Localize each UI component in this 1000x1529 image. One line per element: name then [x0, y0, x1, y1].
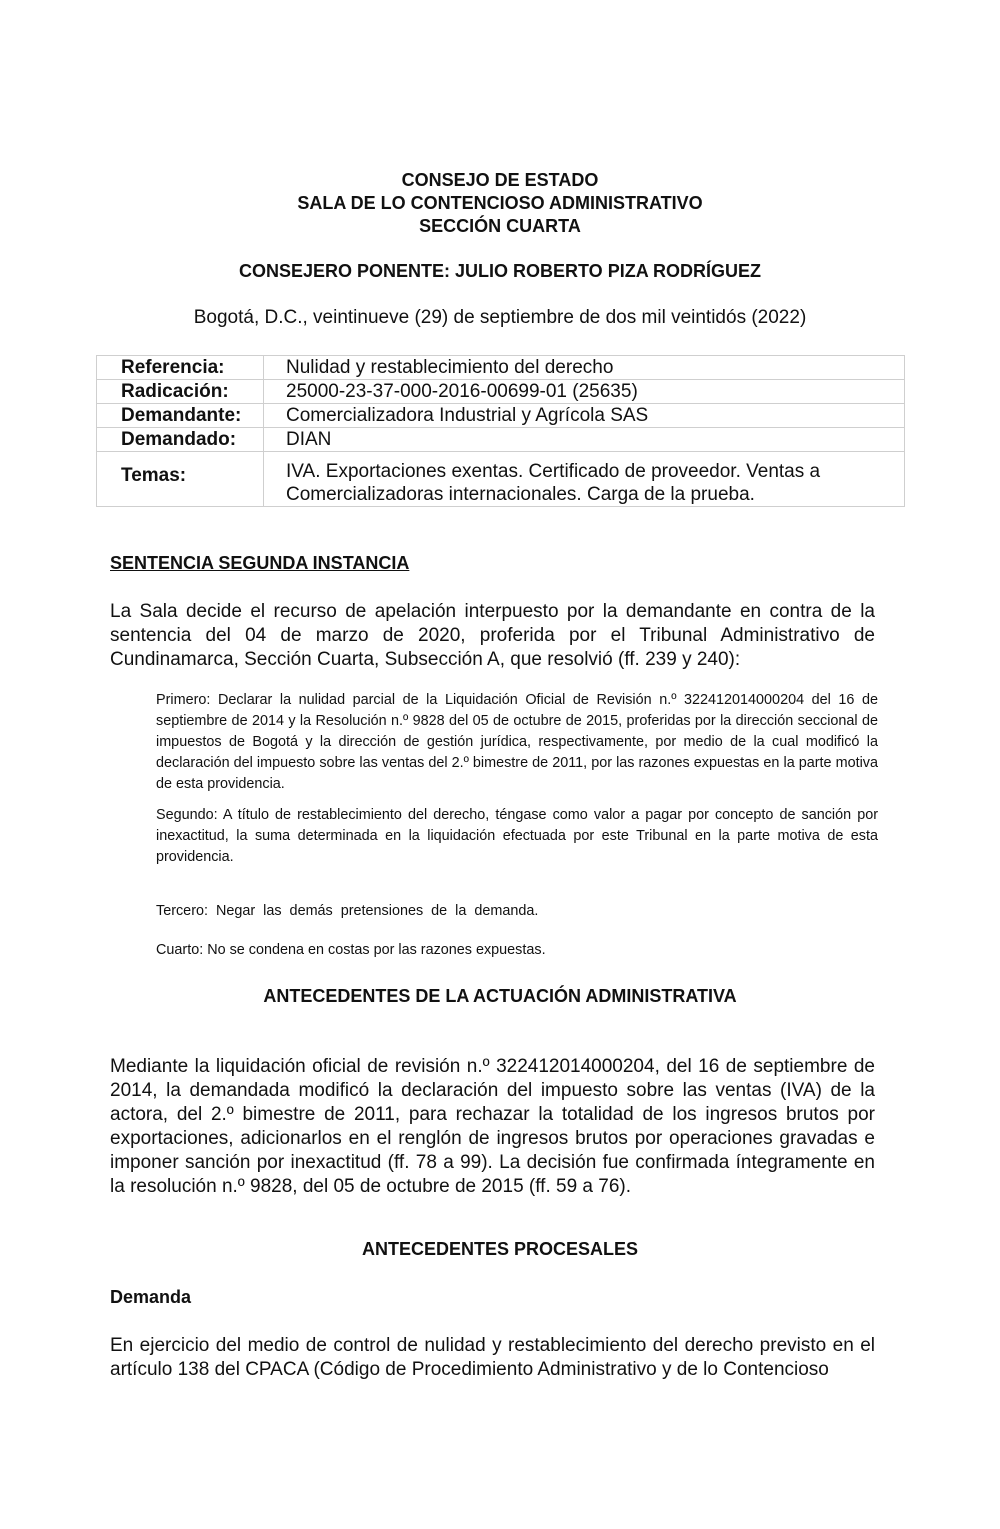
- antecedentes-admin-paragraph: Mediante la liquidación oficial de revisión n.º 322412014000204, del 16 de septiembre de 2014, la demandada modificó la declaración del impuesto sobre las ventas (IVA) de la actora, del 2.º bimestre de 2011, para rechazar la totalidad de los ingresos brutos por exportaciones, adicionarlos en el renglón de ingresos brutos por operaciones gravadas e imponer sanción por inexactitud (ff. 78 a 99). La decisión fue confirmada íntegramente en la resolución n.º 9828, del 05 de octubre de 2015 (ff. 59 a 76).: [110, 1056, 875, 1197]
- reference-value: Nulidad y restablecimiento del derecho: [264, 356, 905, 380]
- chamber-name: SALA DE LO CONTENCIOSO ADMINISTRATIVO: [297, 193, 703, 213]
- court-name: CONSEJO DE ESTADO: [401, 170, 599, 190]
- temas-value: IVA. Exportaciones exentas. Certificado de proveedor. Ventas a Comercializadoras internacionales. Carga de la prueba.: [264, 452, 905, 507]
- intro-paragraph: La Sala decide el recurso de apelación interpuesto por la demandante en contra de la sentencia del 04 de marzo de 2020, proferida por el Tribunal Administrativo de Cundinamarca, Sección Cuarta, Subsección A, que resolvió (ff. 239 y 240):: [110, 601, 875, 670]
- table-row: [97, 356, 905, 380]
- reference-key: Referencia:: [97, 356, 264, 380]
- reference-table: [96, 355, 905, 507]
- quote-tercero: Tercero: Negar las demás pretensiones de la demanda.: [156, 903, 539, 919]
- ponente-line: CONSEJERO PONENTE: JULIO ROBERTO PIZA RODRÍGUEZ: [238, 261, 762, 281]
- date-line: Bogotá, D.C., veintinueve (29) de septiembre de dos mil veintidós (2022): [193, 307, 807, 328]
- demandado-key: Demandado:: [97, 428, 264, 452]
- quote-segundo: Segundo: A título de restablecimiento del derecho, téngase como valor a pagar por concepto de sanción por inexactitud, la suma determinada en la liquidación efectuada por este Tribunal en la parte motiva de esta providencia.: [156, 807, 878, 865]
- demandado-value: DIAN: [264, 428, 905, 452]
- table-row: [97, 380, 905, 404]
- table-row: [97, 404, 905, 428]
- antecedentes-proc-title: ANTECEDENTES PROCESALES: [361, 1239, 639, 1259]
- demandante-key: Demandante:: [97, 404, 264, 428]
- radicacion-key: Radicación:: [97, 380, 264, 404]
- antecedentes-admin-title: ANTECEDENTES DE LA ACTUACIÓN ADMINISTRATIVA: [263, 986, 737, 1006]
- demandante-value: Comercializadora Industrial y Agrícola SAS: [264, 404, 905, 428]
- table-row: [97, 428, 905, 452]
- quote-primero: Primero: Declarar la nulidad parcial de la Liquidación Oficial de Revisión n.º 322412014000204 del 16 de septiembre de 2014 y la Resolución n.º 9828 del 05 de octubre de 2015, proferidas por la dirección seccional de impuestos de Bogotá y la dirección de gestión jurídica, respectivamente, por medio de la cual modificó la declaración del impuesto sobre las ventas del 2.º bimestre de 2011, por las razones expuestas en la parte motiva de esta providencia.: [156, 692, 878, 792]
- table-row: [97, 452, 905, 507]
- demanda-paragraph: En ejercicio del medio de control de nulidad y restablecimiento del derecho previsto en el artículo 138 del CPACA (Código de Procedimiento Administrativo y de lo Contencioso: [110, 1335, 875, 1380]
- radicacion-value: 25000-23-37-000-2016-00699-01 (25635): [264, 380, 905, 404]
- sentencia-title: SENTENCIA SEGUNDA INSTANCIA: [110, 553, 410, 573]
- demanda-title: Demanda: [110, 1287, 192, 1307]
- quote-cuarto: Cuarto: No se condena en costas por las razones expuestas.: [156, 942, 546, 958]
- section-name: SECCIÓN CUARTA: [419, 216, 581, 236]
- temas-key: Temas:: [97, 452, 264, 507]
